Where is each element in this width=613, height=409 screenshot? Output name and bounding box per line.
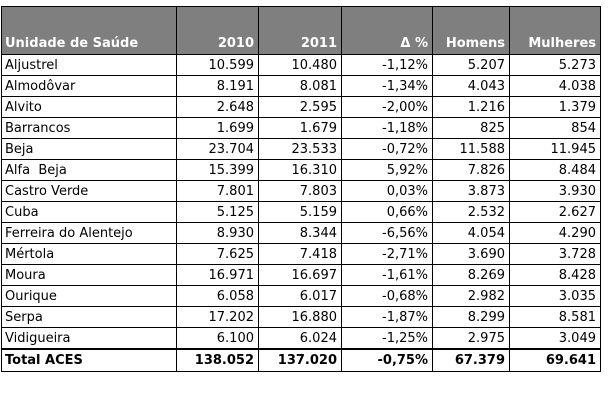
cell-2011: 16.697 [259,265,342,286]
cell-delta: -1,25% [342,328,433,350]
cell-men: 7.826 [433,160,510,181]
table-row [2,76,601,97]
cell-2011: 8.081 [259,76,342,97]
header-men: Homens [433,7,510,55]
table-row [2,265,601,286]
table-row [2,97,601,118]
cell-unit: Mértola [2,244,177,265]
cell-2010: 8.191 [177,76,259,97]
cell-delta: -6,56% [342,223,433,244]
cell-2010: 2.648 [177,97,259,118]
table-row [2,160,601,181]
cell-unit: Barrancos [2,118,177,139]
table-row [2,181,601,202]
cell-unit: Aljustrel [2,55,177,76]
cell-men: 2.975 [433,328,510,350]
cell-unit: Ferreira do Alentejo [2,223,177,244]
cell-2010: 17.202 [177,307,259,328]
cell-delta: -0,72% [342,139,433,160]
cell-men: 11.588 [433,139,510,160]
cell-2011: 6.024 [259,328,342,350]
total-label: Total ACES [2,349,177,372]
cell-delta: -1,12% [342,55,433,76]
cell-unit: Cuba [2,202,177,223]
cell-2011: 6.017 [259,286,342,307]
cell-women: 3.035 [510,286,601,307]
table-row [2,244,601,265]
total-women: 69.641 [510,349,601,372]
cell-women: 11.945 [510,139,601,160]
cell-2011: 5.159 [259,202,342,223]
cell-unit: Castro Verde [2,181,177,202]
cell-unit: Moura [2,265,177,286]
cell-2010: 10.599 [177,55,259,76]
cell-men: 5.207 [433,55,510,76]
cell-2011: 10.480 [259,55,342,76]
table-row [2,223,601,244]
table-row [2,55,601,76]
cell-delta: 5,92% [342,160,433,181]
cell-men: 1.216 [433,97,510,118]
cell-delta: -2,00% [342,97,433,118]
total-2011: 137.020 [259,349,342,372]
table-row [2,307,601,328]
cell-women: 8.484 [510,160,601,181]
cell-2010: 5.125 [177,202,259,223]
total-row [2,349,601,372]
cell-2010: 6.100 [177,328,259,350]
cell-unit: Alvito [2,97,177,118]
cell-2011: 1.679 [259,118,342,139]
total-men: 67.379 [433,349,510,372]
cell-delta: -1,18% [342,118,433,139]
cell-unit: Alfa Beja [2,160,177,181]
cell-2011: 2.595 [259,97,342,118]
cell-women: 4.038 [510,76,601,97]
cell-2011: 16.310 [259,160,342,181]
cell-2011: 23.533 [259,139,342,160]
cell-2010: 8.930 [177,223,259,244]
cell-unit: Beja [2,139,177,160]
cell-men: 4.043 [433,76,510,97]
cell-women: 8.428 [510,265,601,286]
cell-women: 3.930 [510,181,601,202]
cell-women: 1.379 [510,97,601,118]
cell-2011: 7.418 [259,244,342,265]
cell-2011: 8.344 [259,223,342,244]
table-row [2,118,601,139]
header-unit: Unidade de Saúde [2,7,177,55]
cell-women: 3.049 [510,328,601,350]
table-row [2,286,601,307]
table-container [1,6,601,372]
cell-men: 3.873 [433,181,510,202]
header-row [2,7,601,55]
cell-2011: 7.803 [259,181,342,202]
cell-2010: 23.704 [177,139,259,160]
cell-2010: 1.699 [177,118,259,139]
cell-men: 4.054 [433,223,510,244]
cell-men: 3.690 [433,244,510,265]
cell-delta: -0,68% [342,286,433,307]
cell-women: 8.581 [510,307,601,328]
total-delta: -0,75% [342,349,433,372]
cell-women: 3.728 [510,244,601,265]
cell-2011: 16.880 [259,307,342,328]
cell-men: 8.269 [433,265,510,286]
cell-2010: 15.399 [177,160,259,181]
cell-men: 2.532 [433,202,510,223]
cell-women: 4.290 [510,223,601,244]
cell-men: 8.299 [433,307,510,328]
cell-delta: -2,71% [342,244,433,265]
table-row [2,139,601,160]
cell-women: 2.627 [510,202,601,223]
total-2010: 138.052 [177,349,259,372]
header-2010: 2010 [177,7,259,55]
cell-2010: 6.058 [177,286,259,307]
cell-delta: 0,03% [342,181,433,202]
cell-2010: 7.801 [177,181,259,202]
header-delta: Δ % [342,7,433,55]
cell-delta: -1,87% [342,307,433,328]
cell-delta: 0,66% [342,202,433,223]
cell-women: 5.273 [510,55,601,76]
header-2011: 2011 [259,7,342,55]
table-row [2,202,601,223]
cell-unit: Vidigueira [2,328,177,350]
cell-unit: Serpa [2,307,177,328]
cell-men: 825 [433,118,510,139]
cell-delta: -1,34% [342,76,433,97]
table-row [2,328,601,350]
cell-men: 2.982 [433,286,510,307]
cell-unit: Ourique [2,286,177,307]
cell-2010: 7.625 [177,244,259,265]
cell-women: 854 [510,118,601,139]
header-women: Mulheres [510,7,601,55]
health-units-table [1,6,601,372]
cell-2010: 16.971 [177,265,259,286]
cell-delta: -1,61% [342,265,433,286]
cell-unit: Almodôvar [2,76,177,97]
